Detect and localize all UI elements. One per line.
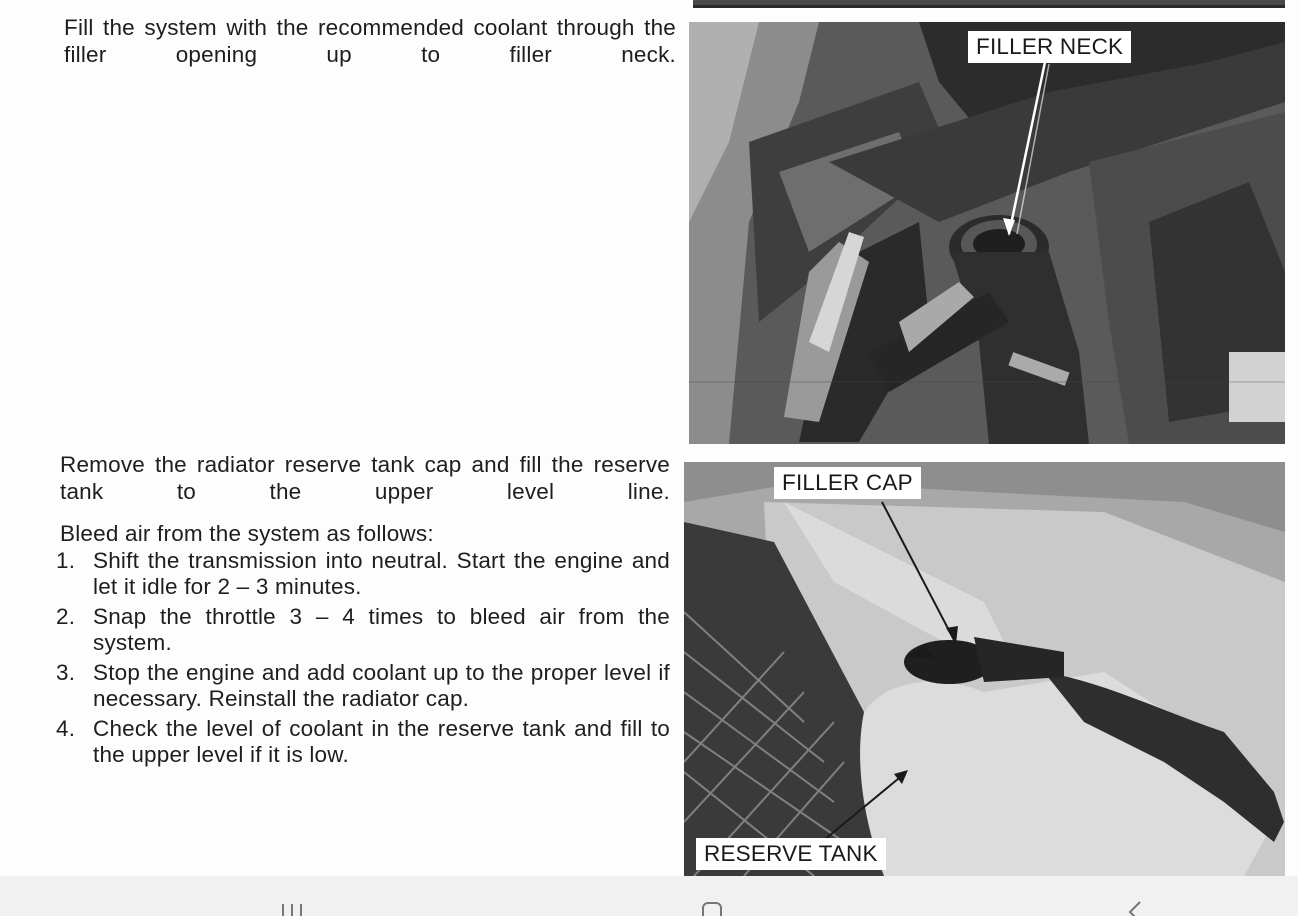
step-number: 2. — [56, 604, 76, 629]
filler-cap-label: FILLER CAP — [774, 467, 921, 499]
home-button[interactable] — [672, 876, 752, 916]
step-text: Snap the throttle 3 – 4 times to bleed air from the system. — [93, 604, 670, 655]
bleed-step — [56, 548, 670, 599]
step-number: 3. — [56, 660, 76, 685]
step-number: 1. — [56, 548, 76, 573]
filler-neck-photo — [689, 22, 1285, 444]
reserve-tank-label: RESERVE TANK — [696, 838, 886, 870]
step-text: Check the level of coolant in the reserve tank and fill to the upper level if it is low. — [93, 716, 670, 767]
system-navigation-bar — [0, 876, 1298, 916]
recent-apps-button[interactable] — [252, 876, 332, 916]
bleed-step — [56, 604, 670, 655]
step-text: Stop the engine and add coolant up to the proper level if necessary. Reinstall the radiator cap. — [93, 660, 670, 711]
bleed-air-intro: Bleed air from the system as follows: — [60, 521, 434, 546]
bleed-step — [56, 716, 670, 767]
fill-instruction: Fill the system with the recommended coolant through the filler opening up to filler neck. — [64, 15, 676, 67]
home-icon — [672, 876, 752, 916]
filler-neck-label: FILLER NECK — [968, 31, 1131, 63]
step-text: Shift the transmission into neutral. Start the engine and let it idle for 2 – 3 minutes. — [93, 548, 670, 599]
back-icon — [1094, 876, 1174, 916]
bleed-step — [56, 660, 670, 711]
previous-photo-edge — [693, 0, 1285, 8]
step-number: 4. — [56, 716, 76, 741]
reserve-tank-instruction: Remove the radiator reserve tank cap and fill the reserve tank to the upper level line. — [60, 452, 670, 504]
recent-apps-icon — [252, 876, 332, 916]
bleed-steps-list — [56, 548, 670, 772]
reserve-tank-photo — [684, 462, 1285, 876]
back-button[interactable] — [1094, 876, 1174, 916]
